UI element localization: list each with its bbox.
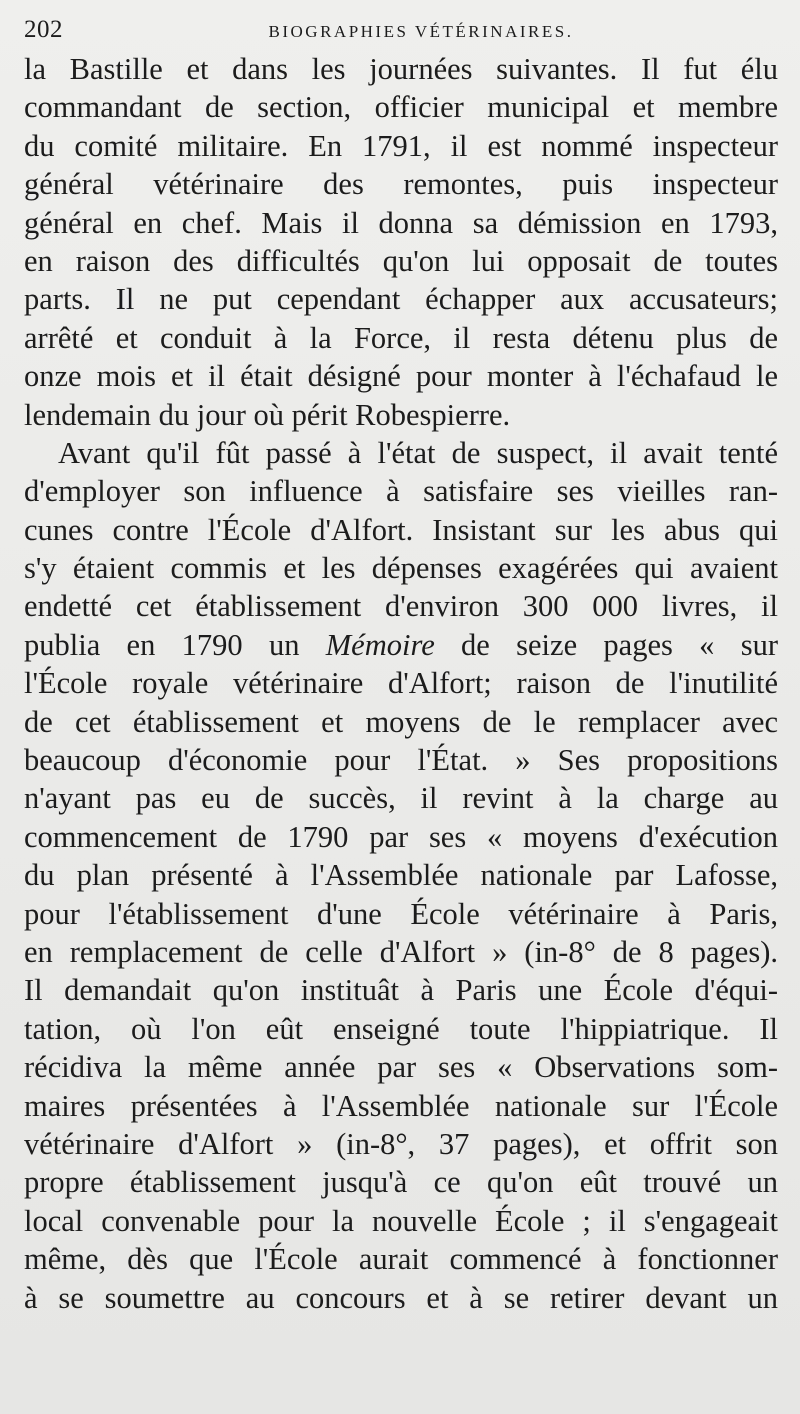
text-line: en remplacement de celle d'Alfort » (in-8° de 8 pages). (24, 934, 778, 969)
text-line: général en chef. Mais il donna sa démission en 1793, (24, 205, 778, 240)
running-title: BIOGRAPHIES VÉTÉRINAIRES. (268, 22, 574, 41)
text-line: l'École royale vétérinaire d'Alfort; raison de l'inutilité (24, 666, 778, 701)
text-line: tation, où l'on eût enseigné toute l'hippiatrique. Il (24, 1011, 778, 1046)
text-line: n'ayant pas eu de succès, il revint à la charge au (24, 781, 778, 816)
text-segment: de seize pages « sur (434, 627, 778, 662)
text-line-with-italic (24, 626, 778, 664)
text-line: vétérinaire d'Alfort » (in-8°, 37 pages), et offrit son (24, 1126, 778, 1161)
text-line: beaucoup d'économie pour l'État. » Ses propositions (24, 743, 778, 778)
body-text (24, 50, 778, 1317)
text-line: parts. Il ne put cependant échapper aux accusateurs; (24, 282, 778, 317)
text-line: d'employer son influence à satisfaire ses vieilles ran- (24, 474, 778, 509)
text-line: propre établissement jusqu'à ce qu'on eût trouvé un (24, 1165, 778, 1200)
text-line: maires présentées à l'Assemblée nationale sur l'École (24, 1088, 778, 1123)
text-line: arrêté et conduit à la Force, il resta détenu plus de (24, 320, 778, 355)
paragraph-2 (24, 434, 778, 1317)
running-head (24, 10, 778, 50)
italic-title: Mémoire (325, 627, 435, 662)
paragraph-1 (24, 50, 778, 434)
text-line: général vétérinaire des remontes, puis inspecteur (24, 167, 778, 202)
text-line: local convenable pour la nouvelle École ; il s'engageait (24, 1203, 778, 1238)
text-line: pour l'établissement d'une École vétérinaire à Paris, (24, 896, 778, 931)
text-line: du comité militaire. En 1791, il est nommé inspecteur (24, 128, 778, 163)
text-line: de cet établissement et moyens de le remplacer avec (24, 704, 778, 739)
text-line: récidiva la même année par ses « Observations som- (24, 1050, 778, 1085)
text-segment: publia en 1790 un (24, 627, 326, 662)
text-line: commandant de section, officier municipal et membre (24, 90, 778, 125)
text-line: commencement de 1790 par ses « moyens d'exécution (24, 819, 778, 854)
text-line: la Bastille et dans les journées suivantes. Il fut élu (24, 52, 778, 86)
text-line: endetté cet établissement d'environ 300 000 livres, il (24, 589, 778, 624)
text-line: s'y étaient commis et les dépenses exagérées qui avaient (24, 551, 778, 586)
text-line: cunes contre l'École d'Alfort. Insistant sur les abus qui (24, 512, 778, 547)
text-line: même, dès que l'École aurait commencé à fonctionner (24, 1242, 778, 1277)
text-line: à se soumettre au concours et à se retirer devant un (24, 1280, 778, 1315)
page-number: 202 (24, 16, 63, 43)
text-line: Avant qu'il fût passé à l'état de suspect, il avait tenté (58, 435, 778, 470)
text-line: onze mois et il était désigné pour monter à l'échafaud le (24, 359, 778, 394)
text-line: lendemain du jour où périt Robespierre. (24, 397, 511, 432)
text-line: Il demandait qu'on instituât à Paris une École d'équi- (24, 973, 778, 1008)
text-line: en raison des difficultés qu'on lui opposait de toutes (24, 243, 778, 278)
text-line: du plan présenté à l'Assemblée nationale par Lafosse, (24, 858, 778, 893)
